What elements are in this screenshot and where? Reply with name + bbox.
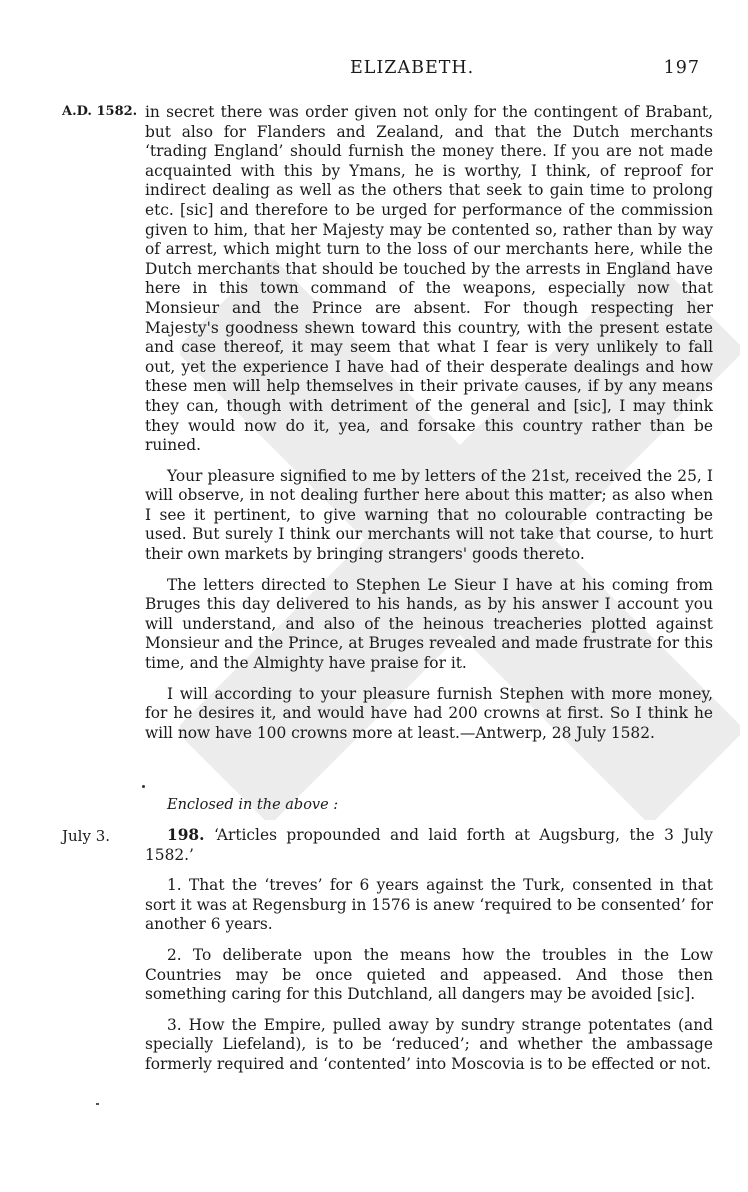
enclosed-label: Enclosed in the above : [167,797,339,813]
page-title: ELIZABETH. [350,58,475,78]
letter-body [145,103,713,754]
paragraph: in secret there was order given not only for the contingent of Brabant, but also for Flanders and Zealand, and that the Dutch merchants ‘trading England’ should furnish the money there. If you are not made acquainted with this by Ymans, he is worthy, I think, of reproof for indirect dealing as well as the others that seek to gain time to prolong etc. [sic] and therefore to be urged for performance of the commission given to him, that her Majesty may be contented so, rather than by way of arrest, which might turn to the loss of our merchants here, while the Dutch merchants that should be touched by the arrests in England have here in this town command of the weapons, especially now that Monsieur and the Prince are absent. For though respecting her Majesty's goodness shewn toward this country, with the present estate and case thereof, it may seem that what I fear is very unlikely to fall out, yet the experience I have had of their desperate dealings and how these men will help themselves in their private causes, if by any means they can, though with detriment of the general and [sic], I may think they would now do it, yea, and forsake this country rather than be ruined. [145,103,713,455]
entry-heading [145,826,713,865]
article-item: 1. That the ‘treves’ for 6 years against the Turk, consented in that sort it was at Regensburg in 1576 is anew ‘required to be consented’ for another 6 years. [145,876,713,934]
entry-title: ‘Articles propounded and laid forth at Augsburg, the 3 July 1582.’ [145,826,713,864]
calendar-entry [145,826,713,1086]
entry-date: July 3. [62,827,111,845]
page-number: 197 [663,58,700,78]
stray-mark [96,1103,99,1105]
margin-year: A.D. 1582. [62,104,138,119]
paragraph: The letters directed to Stephen Le Sieur I have at his coming from Bruges this day delivered to his hands, as by his answer I account you will understand, and also of the heinous treacheries plotted against Monsieur and the Prince, at Bruges revealed and made frustrate for this time, and the Almighty have praise for it. [145,575,713,673]
bullet-mark [142,785,145,788]
entry-number: 198. [167,826,205,844]
article-item: 3. How the Empire, pulled away by sundry strange potentates (and specially Liefeland), is to be ‘reduced’; and whether the ambassage formerly required and ‘contented’ into Moscovia is to be effected or not. [145,1015,713,1073]
paragraph: Your pleasure signified to me by letters of the 21st, received the 25, I will observe, in not dealing further here about this matter; as also when I see it pertinent, to give warning that no colourable contracting be used. But surely I think our merchants will not take that course, to hurt their own markets by bringing strangers' goods thereto. [145,466,713,564]
paragraph: I will according to your pleasure furnish Stephen with more money, for he desires it, and would have had 200 crowns at first. So I think he will now have 100 crowns more at least.—Antwerp, 28 July 1582. [145,684,713,742]
article-item: 2. To deliberate upon the means how the troubles in the Low Countries may be once quieted and appeased. And those then something caring for this Dutchland, all dangers may be avoided [sic]. [145,945,713,1004]
